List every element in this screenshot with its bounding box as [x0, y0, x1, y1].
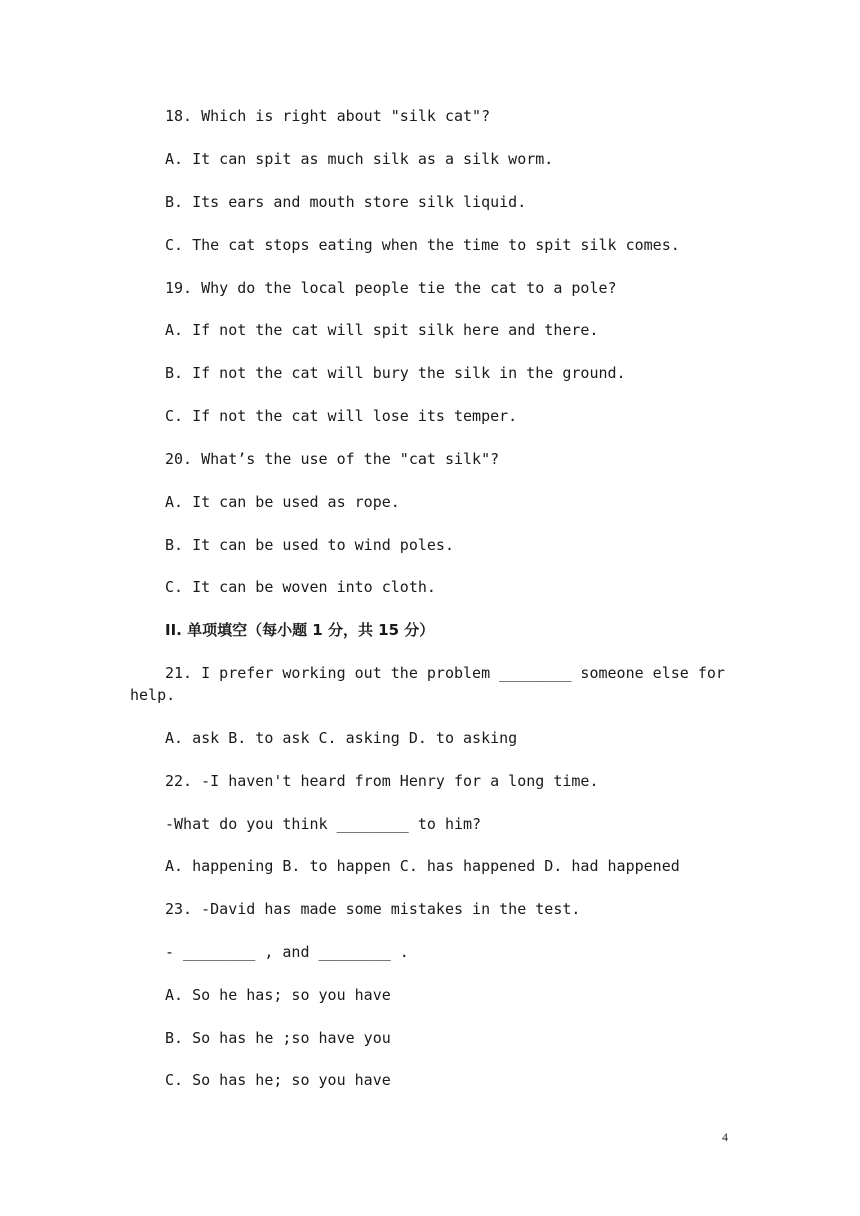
question-19-option-c: C. If not the cat will lose its temper. [165, 407, 518, 425]
question-18: 18. Which is right about "silk cat"? [165, 107, 491, 125]
question-21-line-1: 21. I prefer working out the problem ________ someone else for [165, 664, 725, 682]
question-18-option-b: B. Its ears and mouth store silk liquid. [165, 193, 527, 211]
question-23-option-c: C. So has he; so you have [165, 1071, 391, 1089]
question-20-option-c: C. It can be woven into cloth. [165, 578, 436, 596]
question-23-line-1: 23. -David has made some mistakes in the test. [165, 900, 581, 918]
question-20-option-a: A. It can be used as rope. [165, 493, 400, 511]
question-19-option-b: B. If not the cat will bury the silk in the ground. [165, 364, 626, 382]
question-22-options: A. happening B. to happen C. has happened D. had happened [165, 857, 680, 875]
question-18-option-a: A. It can spit as much silk as a silk worm. [165, 150, 554, 168]
question-21-options: A. ask B. to ask C. asking D. to asking [165, 729, 518, 747]
question-18-option-c: C. The cat stops eating when the time to spit silk comes. [165, 236, 680, 254]
question-19-option-a: A. If not the cat will spit silk here and there. [165, 321, 599, 339]
question-23-line-2: - ________ , and ________ . [165, 943, 409, 961]
question-20: 20. What’s the use of the "cat silk"? [165, 450, 500, 468]
question-23-option-a: A. So he has; so you have [165, 986, 391, 1004]
question-22-line-1: 22. -I haven't heard from Henry for a long time. [165, 772, 599, 790]
page-number: 4 [722, 1130, 728, 1144]
question-21-line-2: help. [130, 686, 176, 704]
question-20-option-b: B. It can be used to wind poles. [165, 536, 454, 554]
section-2-heading: II. 单项填空（每小题 1 分，共 15 分） [165, 621, 435, 639]
question-19: 19. Why do the local people tie the cat to a pole? [165, 279, 617, 297]
question-23-option-b: B. So has he ;so have you [165, 1029, 391, 1047]
question-22-line-2: -What do you think ________ to him? [165, 815, 482, 833]
